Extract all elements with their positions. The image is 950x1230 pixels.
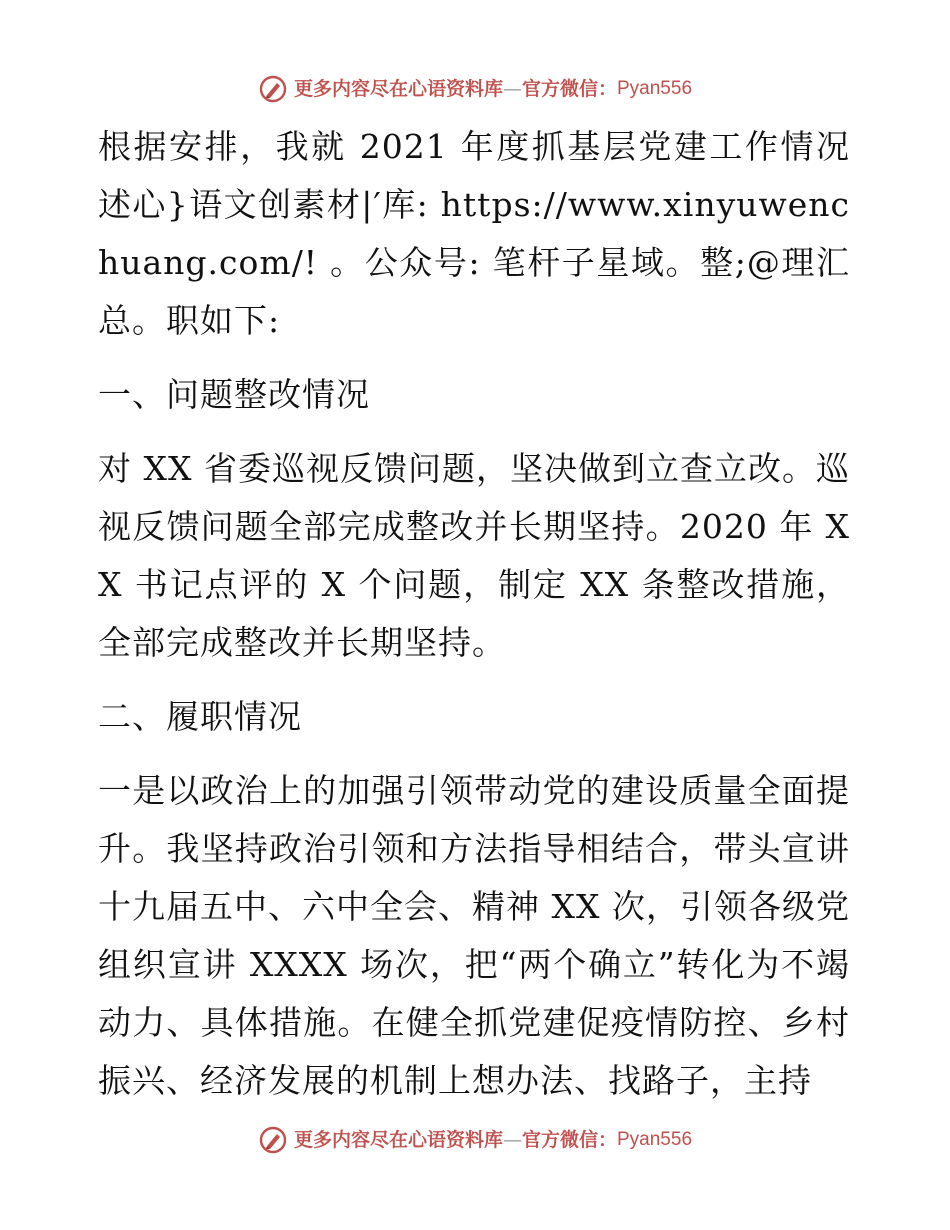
pen-logo-icon [258, 1125, 288, 1155]
section-heading-1: 一、问题整改情况 [98, 375, 370, 414]
banner-contact-id: Pyan556 [617, 78, 693, 99]
banner-text: 更多内容尽在心语资料库 [293, 1129, 503, 1151]
banner-separator: — [502, 1129, 522, 1151]
banner-contact-label: 官方微信： [521, 78, 617, 100]
footer-watermark-banner [0, 1125, 950, 1155]
header-watermark-banner [0, 74, 950, 104]
banner-text: 更多内容尽在心语资料库 [293, 78, 503, 100]
banner-separator: — [502, 78, 522, 100]
section-heading-2: 二、履职情况 [98, 697, 302, 736]
banner-contact-id: Pyan556 [617, 1129, 693, 1150]
section-1-paragraph: 对 XX 省委巡视反馈问题，坚决做到立查立改。巡视反馈问题全部完成整改并长期坚持。2020 年 XX 书记点评的 X 个问题，制定 XX 条整改措施，全部完成整改并长期坚持。 [98, 449, 850, 662]
section-2-paragraph: 一是以政治上的加强引领带动党的建设质量全面提升。我坚持政治引领和方法指导相结合，带头宣讲十九届五中、六中全会、精神 XX 次，引领各级党组织宣讲 XXXX 场次，把“两个确立”转化为不竭动力、具体措施。在健全抓党建促疫情防控、乡村振兴、经济发展的机制上想办法、找路子，主持 [98, 771, 850, 1100]
banner-contact-label: 官方微信： [521, 1129, 617, 1151]
document-body [98, 118, 850, 1110]
pen-logo-icon [258, 74, 288, 104]
intro-paragraph: 根据安排，我就 2021 年度抓基层党建工作情况述心}语文创素材|′库: https://www.xinyuwenchuang.com/! 。公众号: 笔杆子星域。整;@理汇总。职如下: [98, 127, 850, 340]
